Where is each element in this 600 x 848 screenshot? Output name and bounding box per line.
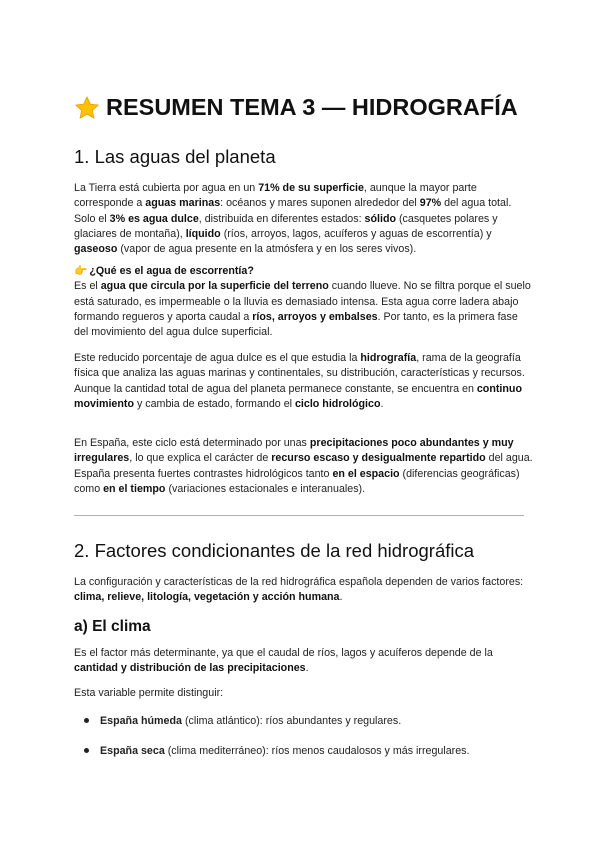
document-title bbox=[74, 94, 518, 121]
section-divider bbox=[74, 515, 524, 516]
subsection-a-paragraph-1: Es el factor más determinante, ya que el caudal de ríos, lagos y acuíferos depende de la cantidad y distribución de las precipitaciones. bbox=[74, 647, 493, 675]
section-2-heading: 2. Factores condicionantes de la red hidrográfica bbox=[74, 540, 475, 561]
subsection-a-heading: a) El clima bbox=[74, 618, 151, 635]
section-1-paragraph-1: La Tierra está cubierta por agua en un 71% de su superficie, aunque la mayor parte corresponde a aguas marinas: océanos y mares suponen alrededor del 97% del agua total. Solo el 3% es agua dulce, distribuida en diferentes estados: sólido (casquetes polares y glaciares de montaña), líquido (ríos, arroyos, lagos, acuíferos y aguas de escorrentía) y gaseoso (vapor de agua presente en la atmósfera y en los seres vivos). bbox=[74, 182, 512, 256]
bullet-icon bbox=[84, 718, 89, 723]
escorrentia-callout: 👉 ¿Qué es el agua de escorrentía? Es el agua que circula por la superficie del terreno cuando llueve. No se filtra porque el suelo está saturado, es impermeable o la lluvia es demasiado intensa. Esta agua corre ladera abajo formando regueros y aporta caudal a ríos, arroyos y embalses. Por tanto, es la primera fase del movimiento del agua dulce superficial. bbox=[74, 265, 531, 339]
list-item: España húmeda (clima atlántico): ríos abundantes y regulares. bbox=[84, 714, 524, 729]
subsection-a-paragraph-2: Esta variable permite distinguir: bbox=[74, 687, 224, 699]
bullet-icon bbox=[84, 748, 89, 753]
section-2-intro: La configuración y características de la red hidrográfica española dependen de varios factores: clima, relieve, litología, vegetación y acción humana. bbox=[74, 576, 524, 604]
section-1-heading: 1. Las aguas del planeta bbox=[74, 146, 276, 167]
list-item: España seca (clima mediterráneo): ríos menos caudalosos y más irregulares. bbox=[84, 744, 524, 759]
callout-question: ¿Qué es el agua de escorrentía? bbox=[89, 265, 254, 277]
section-1-paragraph-2: Este reducido porcentaje de agua dulce es el que estudia la hidrografía, rama de la geografía física que analiza las aguas marinas y continentales, su distribución, características y recursos. Aunque la cantidad total de agua del planeta permanece constante, se encuentra en continuo movimiento y cambia de estado, formando el ciclo hidrológico. bbox=[74, 352, 525, 410]
document-title-text: RESUMEN TEMA 3 — HIDROGRAFÍA bbox=[106, 94, 518, 120]
pointing-hand-icon: 👉 bbox=[74, 265, 88, 277]
star-icon bbox=[74, 95, 100, 121]
section-1-paragraph-3: En España, este ciclo está determinado por unas precipitaciones poco abundantes y muy irregulares, lo que explica el carácter de recurso escaso y desigualmente repartido del agua. España presenta fuertes contrastes hidrológicos tanto en el espacio (diferencias geográficas) como en el tiempo (variaciones estacionales e interanuales). bbox=[74, 437, 533, 495]
